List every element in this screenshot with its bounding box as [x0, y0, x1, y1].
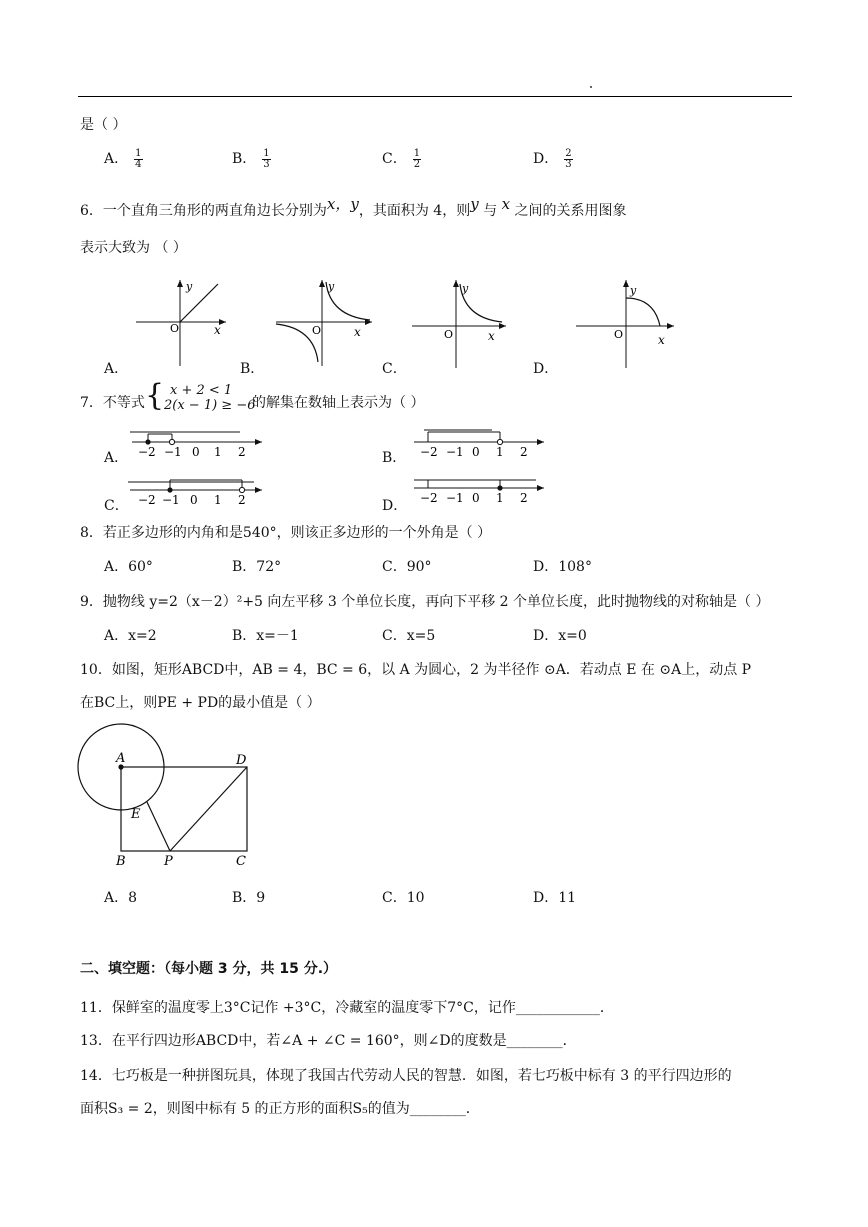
y-label: y	[462, 282, 469, 295]
q6-graph-c	[410, 276, 510, 368]
origin-label: O	[614, 328, 624, 341]
point-label-e: E	[131, 807, 141, 822]
fraction	[413, 149, 421, 170]
denominator: 3	[565, 158, 572, 170]
tick-label: 0	[472, 445, 480, 459]
q6-label-b: B．	[240, 361, 265, 377]
tick-label: −1	[164, 445, 182, 459]
q5-option-b	[232, 148, 271, 170]
point-label-a: A	[116, 751, 126, 766]
q9-option-a: A．x=2	[104, 628, 157, 644]
q8-option-c: C．90°	[382, 559, 432, 575]
x-label: x	[658, 333, 665, 347]
q7-inequality-2: 2(x − 1) ≥ −6	[164, 398, 256, 413]
tick-label: 1	[496, 491, 504, 505]
numerator: 1	[135, 147, 142, 159]
x-axis-arrow	[499, 323, 506, 329]
q6-var-x: x	[501, 195, 511, 213]
q10-option-b: B．9	[232, 890, 266, 906]
numerator: 1	[413, 147, 421, 159]
function-curve	[626, 298, 660, 326]
q7-numberline-c	[126, 476, 266, 510]
q8-option-a: A．60°	[104, 559, 153, 575]
q8-option-b: B．72°	[232, 559, 282, 575]
open-point	[239, 487, 244, 492]
q9-stem: 9．抛物线 y=2（x－2）²+5 向左平移 3 个单位长度，再向下平移 2 个单位长度，此时抛物线的对称轴是（ ）	[80, 594, 770, 610]
fraction	[262, 149, 270, 170]
tick-label: 2	[238, 445, 246, 459]
q6-text-a: 6．一个直角三角形的两直角边长分别为	[80, 203, 327, 219]
denominator: 4	[135, 158, 142, 170]
q7-label-b: B．	[382, 450, 407, 466]
point-label-c: C	[236, 854, 246, 869]
q6-graph-b	[272, 276, 376, 368]
y-axis-arrow	[319, 280, 325, 287]
x-axis-arrow	[667, 323, 674, 329]
q5-option-c	[382, 148, 421, 170]
arrow	[537, 439, 544, 445]
q6-var-y: y	[470, 195, 479, 213]
q6-text-c: 与	[483, 203, 498, 219]
arrow	[255, 439, 262, 445]
q7-inequality-1: x + 2 < 1	[170, 383, 233, 398]
q10-figure	[74, 720, 264, 870]
q8-stem: 8．若正多边形的内角和是540°，则该正多边形的一个外角是（ ）	[80, 525, 492, 541]
tick-label: 2	[520, 491, 528, 505]
option-letter: A．	[104, 151, 129, 167]
q6-stem-line2: 表示大致为 （ ）	[80, 240, 187, 256]
point-label-p: P	[164, 854, 173, 869]
y-label: y	[630, 284, 637, 297]
header-dot	[590, 86, 592, 88]
y-axis-arrow	[623, 280, 629, 287]
q13-text: 13．在平行四边形ABCD中，若∠A + ∠C = 160°，则∠D的度数是________．	[80, 1033, 577, 1049]
closed-point	[167, 487, 172, 492]
q7-label-c: C．	[104, 498, 129, 514]
q6-label-c: C．	[382, 361, 407, 377]
origin-label: O	[170, 322, 180, 335]
q9-option-d: D．x=0	[533, 628, 587, 644]
q7-label-a: A．	[104, 450, 129, 466]
q7-numberline-b	[410, 424, 548, 460]
option-letter: B．	[232, 151, 257, 167]
tick-label: −1	[162, 493, 180, 507]
q10-option-d: D．11	[533, 890, 577, 906]
q9-option-b: B．x=－1	[232, 628, 299, 644]
q7-system	[164, 383, 256, 413]
x-label: x	[214, 323, 221, 337]
q10-option-c: C．10	[382, 890, 425, 906]
numerator: 1	[263, 147, 270, 159]
origin-label: O	[444, 328, 454, 341]
q6-text-b: ，其面积为 4，则	[358, 203, 471, 219]
q7-numberline-d	[410, 474, 548, 508]
tick-label: 0	[192, 445, 200, 459]
q10-stem-line2: 在BC上，则PE + PD的最小值是（ ）	[80, 695, 321, 711]
q10-option-a: A．8	[104, 890, 138, 906]
tick-label: −1	[446, 445, 464, 459]
y-label: y	[328, 280, 335, 293]
q9-option-c: C．x=5	[382, 628, 436, 644]
y-axis-arrow	[177, 280, 183, 287]
q5-option-d	[533, 148, 573, 170]
q5-tail: 是（ ）	[80, 117, 127, 133]
closed-point	[145, 439, 150, 444]
q11-text: 11．保鲜室的温度零上3°C记作 +3°C，冷藏室的温度零下7°C，记作____________．	[80, 1000, 614, 1016]
closed-point	[497, 485, 502, 490]
tick-label: −2	[138, 445, 156, 459]
tick-label: 1	[214, 493, 222, 507]
q6-label-a: A．	[104, 361, 129, 377]
header-rule	[78, 96, 792, 97]
open-point	[169, 439, 174, 444]
q8-option-d: D．108°	[533, 559, 592, 575]
tick-label: 1	[496, 445, 504, 459]
q10-stem-line1: 10．如图，矩形ABCD中，AB = 4，BC = 6，以 A 为圆心，2 为半径作 ⊙A．若动点 E 在 ⊙A上，动点 P	[80, 662, 752, 678]
origin-label: O	[312, 324, 322, 337]
segment-pe	[147, 802, 170, 851]
q7-numberline-a	[128, 424, 266, 460]
tick-label: −1	[446, 491, 464, 505]
q7-brace: {	[145, 378, 165, 413]
tick-label: −2	[420, 491, 438, 505]
q7-prefix: 7．不等式	[80, 395, 145, 411]
tick-label: 2	[520, 445, 528, 459]
arrow	[537, 485, 544, 491]
q14-line2: 面积S₃ = 2，则图中标有 5 的正方形的面积S₅的值为________．	[80, 1101, 480, 1117]
q7-suffix: 的解集在数轴上表示为（ ）	[252, 395, 425, 411]
q6-label-d: D．	[533, 361, 559, 377]
tick-label: 2	[238, 493, 246, 507]
point-label-b: B	[116, 854, 126, 869]
option-letter: C．	[382, 151, 407, 167]
q6-graph-a	[130, 276, 230, 368]
segment-pd	[170, 767, 247, 851]
denominator: 3	[263, 158, 270, 170]
y-label: y	[186, 280, 193, 293]
tick-label: 0	[190, 493, 198, 507]
section-title: 二、填空题：（每小题 3 分，共 15 分.）	[80, 961, 338, 977]
q6-graph-d	[574, 276, 678, 368]
q5-option-a	[104, 148, 143, 170]
y-axis-arrow	[453, 280, 459, 287]
tick-label: −2	[138, 493, 156, 507]
tick-label: −2	[420, 445, 438, 459]
x-label: x	[354, 325, 361, 339]
numerator: 2	[565, 147, 572, 159]
q6-stem-line1	[80, 195, 627, 220]
q7-label-d: D．	[382, 498, 408, 514]
tick-label: 0	[472, 491, 480, 505]
point-label-d: D	[236, 753, 247, 768]
tick-label: 1	[214, 445, 222, 459]
q6-vars: x，y	[326, 195, 359, 213]
fraction	[134, 149, 142, 170]
denominator: 2	[413, 158, 421, 170]
q6-text-d: 之间的关系用图象	[514, 203, 627, 219]
open-point	[497, 439, 502, 444]
x-label: x	[488, 329, 495, 343]
fraction	[564, 149, 572, 170]
q14-line1: 14．七巧板是一种拼图玩具，体现了我国古代劳动人民的智慧．如图，若七巧板中标有 3 的平行四边形的	[80, 1068, 732, 1084]
arrow	[255, 487, 262, 493]
option-letter: D．	[533, 151, 559, 167]
